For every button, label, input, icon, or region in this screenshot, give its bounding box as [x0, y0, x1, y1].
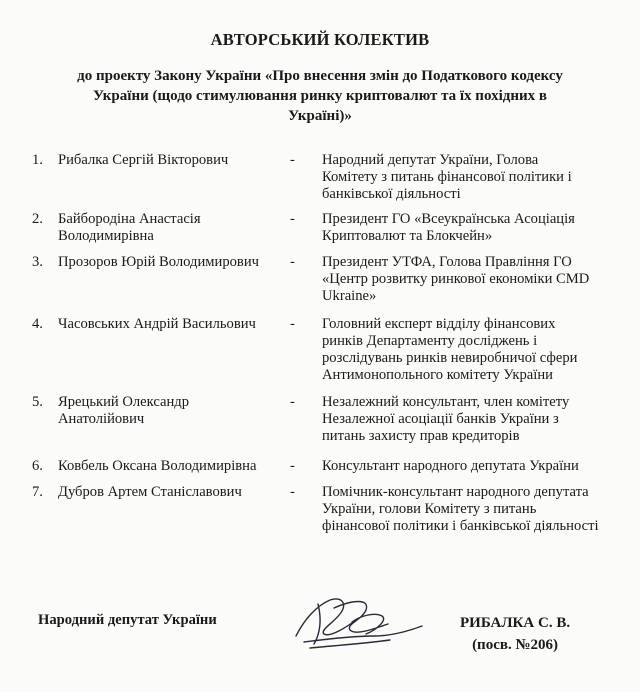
- author-name-line: Володимирівна: [58, 228, 154, 244]
- author-role-line: Консультант народного депутата України: [322, 458, 579, 474]
- author-role-line: Помічник-консультант народного депутата: [322, 484, 589, 500]
- author-role-line: Незалежної асоціації банків України з: [322, 411, 559, 427]
- author-name: [58, 394, 288, 428]
- handwritten-signature: [290, 590, 430, 660]
- author-role-line: Президент УТФА, Голова Правління ГО: [322, 254, 572, 270]
- entry-number: 1.: [32, 152, 43, 168]
- author-name-line: Часовських Андрій Васильович: [58, 316, 256, 332]
- author-role-line: ринків Департаменту досліджень і: [322, 333, 538, 349]
- author-name: [58, 316, 288, 333]
- author-name: [58, 254, 288, 271]
- subtitle-line: України (щодо стимулювання ринку криптовалют та їх похідних в: [93, 88, 547, 104]
- separator-dash: -: [290, 211, 295, 227]
- author-role-line: Незалежний консультант, член комітету: [322, 394, 570, 410]
- signer-block: [460, 612, 570, 656]
- separator-dash: -: [290, 458, 295, 474]
- author-role: [322, 484, 632, 535]
- document-subtitle: [40, 66, 600, 126]
- author-name: [58, 211, 288, 245]
- author-name: [58, 484, 288, 501]
- author-role-line: питань захисту прав кредиторів: [322, 428, 520, 444]
- author-role-line: України, голови Комітету з питань: [322, 501, 537, 517]
- author-name-line: Анатолійович: [58, 411, 145, 427]
- subtitle-line: Україні)»: [288, 108, 352, 124]
- separator-dash: -: [290, 484, 295, 500]
- signer-position: Народний депутат України: [38, 612, 217, 628]
- subtitle-line: до проекту Закону України «Про внесення змін до Податкового кодексу: [77, 68, 563, 84]
- author-role: [322, 394, 632, 445]
- separator-dash: -: [290, 254, 295, 270]
- author-role: [322, 458, 632, 475]
- author-role-line: «Центр розвитку ринкової економіки CMD: [322, 271, 590, 287]
- author-role-line: Народний депутат України, Голова: [322, 152, 539, 168]
- entry-number: 6.: [32, 458, 43, 474]
- author-role-line: Антимонопольного комітету України: [322, 367, 553, 383]
- entry-number: 3.: [32, 254, 43, 270]
- author-role-line: фінансової політики і банківської діяльності: [322, 518, 599, 534]
- author-role: [322, 254, 632, 305]
- author-role-line: Комітету з питань фінансової політики і: [322, 169, 572, 185]
- author-name-line: Байбородіна Анастасія: [58, 211, 201, 227]
- author-name: [58, 458, 288, 475]
- author-role-line: розслідувань ринків невиробничої сфери: [322, 350, 578, 366]
- author-role-line: Криптовалют та Блокчейн»: [322, 228, 493, 244]
- author-name-line: Прозоров Юрій Володимирович: [58, 254, 259, 270]
- author-role-line: Президент ГО «Всеукраїнська Асоціація: [322, 211, 575, 227]
- author-name-line: Дубров Артем Станіславович: [58, 484, 242, 500]
- author-name-line: Рибалка Сергій Вікторович: [58, 152, 229, 168]
- separator-dash: -: [290, 316, 295, 332]
- entry-number: 4.: [32, 316, 43, 332]
- author-role: [322, 316, 632, 384]
- entry-number: 7.: [32, 484, 43, 500]
- author-role: [322, 211, 632, 245]
- author-role-line: банківської діяльності: [322, 186, 461, 202]
- entry-number: 2.: [32, 211, 43, 227]
- author-role-line: Головний експерт відділу фінансових: [322, 316, 556, 332]
- author-role-line: Ukraine»: [322, 288, 377, 304]
- author-name-line: Ярецький Олександр: [58, 394, 190, 410]
- author-name-line: Ковбель Оксана Володимирівна: [58, 458, 257, 474]
- separator-dash: -: [290, 152, 295, 168]
- separator-dash: -: [290, 394, 295, 410]
- author-role: [322, 152, 632, 203]
- signer-credential: (посв. №206): [472, 637, 559, 653]
- entry-number: 5.: [32, 394, 43, 410]
- page-title: АВТОРСЬКИЙ КОЛЕКТИВ: [210, 30, 430, 49]
- signer-name: РИБАЛКА С. В.: [460, 615, 571, 631]
- author-name: [58, 152, 288, 169]
